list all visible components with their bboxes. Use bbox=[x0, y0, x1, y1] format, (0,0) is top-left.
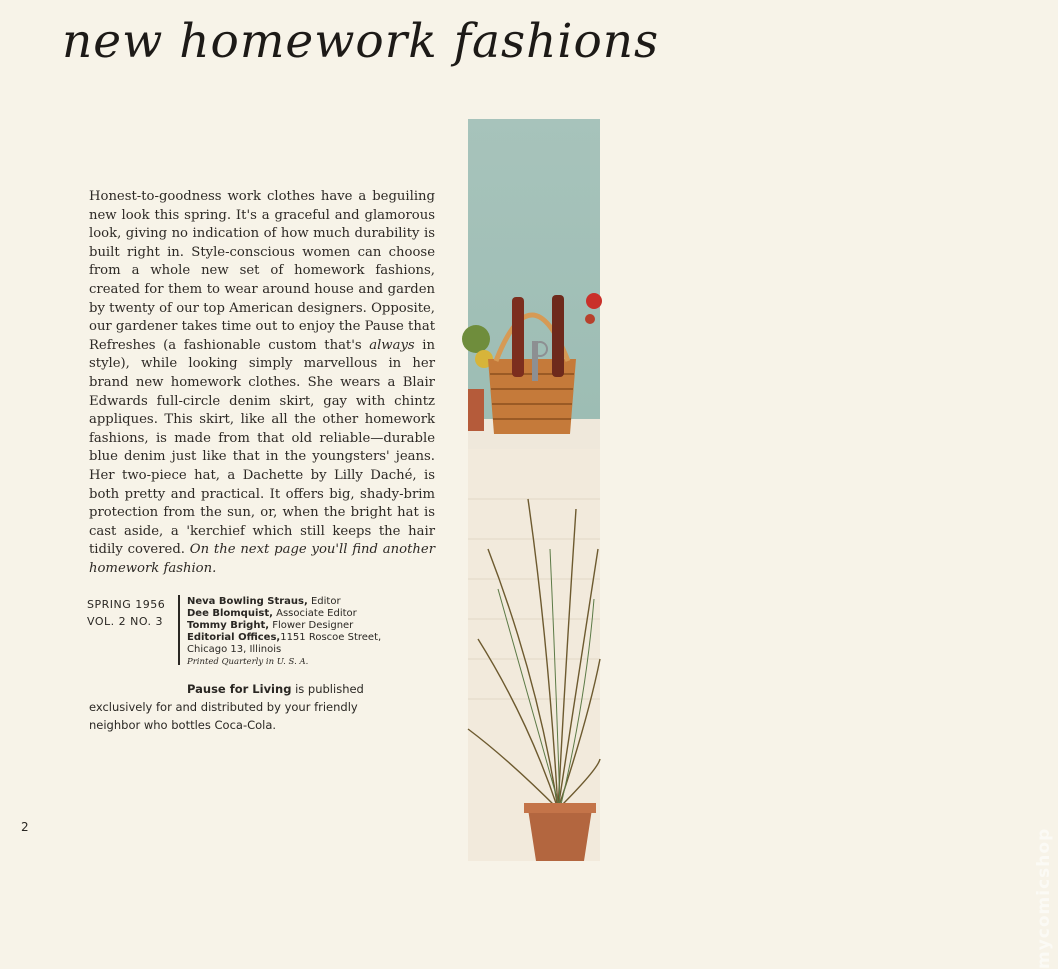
photo-illustration bbox=[468, 119, 600, 861]
credit-associate-name: Dee Blomquist, bbox=[187, 608, 273, 619]
credit-offices bbox=[187, 632, 447, 644]
page-number: 2 bbox=[21, 820, 29, 834]
credit-offices-address: 1151 Roscoe Street, bbox=[280, 632, 382, 643]
masthead-divider bbox=[178, 595, 180, 665]
issue-season: SPRING 1956 bbox=[87, 598, 166, 611]
issue-volume: VOL. 2 NO. 3 bbox=[87, 615, 164, 628]
masthead-issue bbox=[87, 596, 177, 630]
credit-associate-role: Associate Editor bbox=[276, 608, 357, 619]
credit-editor-name: Neva Bowling Straus, bbox=[187, 596, 308, 607]
publisher-line-1-text: is published bbox=[295, 682, 364, 696]
photo-garden-basket bbox=[468, 119, 1054, 969]
watermark-text: mycomicshop bbox=[1034, 827, 1054, 969]
article-body bbox=[89, 188, 435, 578]
credit-flower bbox=[187, 620, 447, 632]
credit-city: Chicago 13, Illinois bbox=[187, 644, 282, 655]
credit-offices-label: Editorial Offices, bbox=[187, 632, 281, 643]
article-body-emphasis: always bbox=[369, 337, 415, 353]
credit-editor-role: Editor bbox=[310, 596, 341, 607]
credit-editor bbox=[187, 596, 447, 608]
credit-associate bbox=[187, 608, 447, 620]
article-body-main-2: in style), while looking simply marvellous in her brand new homework clothes. She wears a Blair Edwards full-circle denim skirt, gay with chintz appliques. This skirt, like all the other homework fashions, is made from that old reliable—durable blue denim just like that in the youngsters' jeans. Her two-piece hat, a Dachette by Lilly Daché, is both pretty and practical. It offers big, shady-brim protection from the sun, or, when the bright hat is cast aside, a 'kerchief which still keeps the hair tidily covered. bbox=[89, 337, 435, 558]
masthead-credits bbox=[187, 596, 447, 668]
credit-flower-name: Tommy Bright, bbox=[187, 620, 270, 631]
credit-flower-role: Flower Designer bbox=[272, 620, 354, 631]
publisher-note bbox=[89, 680, 459, 734]
publisher-title: Pause for Living bbox=[187, 682, 292, 696]
credit-printed: Printed Quarterly in U. S. A. bbox=[187, 657, 309, 667]
article-body-main: Honest-to-goodness work clothes have a beguiling new look this spring. It's a graceful and glamorous look, giving no indication of how much durability is built right in. Style-conscious women can choose from a whole new set of homework fashions, created for them to wear around house and garden by twenty of our top American designers. Opposite, our gardener takes time out to enjoy the Pause that Refreshes (a fashionable custom that's bbox=[89, 189, 435, 353]
article-body-closing: On the next page you'll find another homework fashion. bbox=[89, 542, 435, 576]
publisher-line-3: neighbor who bottles Coca-Cola. bbox=[89, 718, 277, 732]
publisher-line-1 bbox=[89, 680, 459, 698]
page-headline: new homework fashions bbox=[62, 14, 660, 69]
publisher-line-2: exclusively for and distributed by your friendly bbox=[89, 700, 358, 714]
